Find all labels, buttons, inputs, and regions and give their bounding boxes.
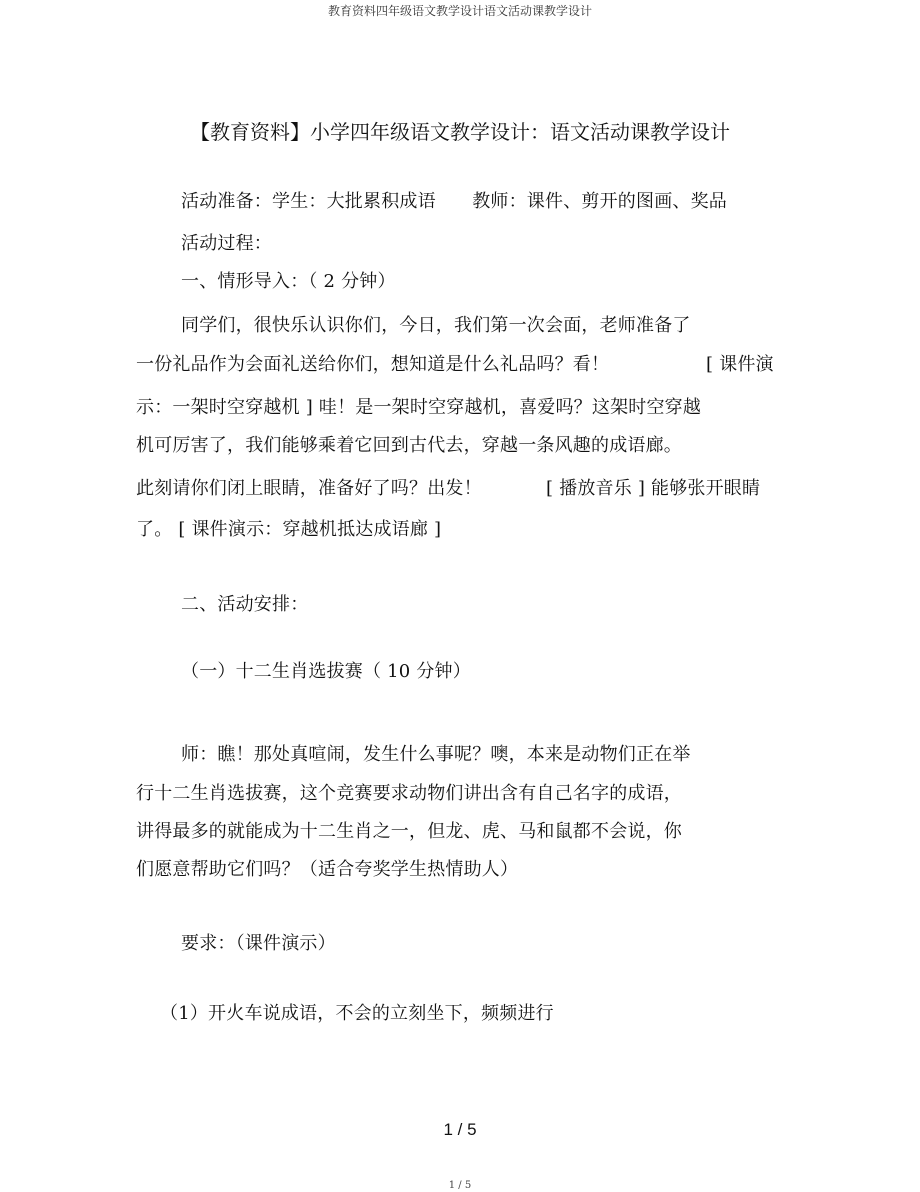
section-1-heading: 一、情形导入：（ 2 分钟）: [181, 271, 396, 292]
paragraph-line: [ 课件演: [706, 354, 774, 375]
paragraph-line: 此刻请你们闭上眼睛，准备好了吗？出发！: [136, 478, 482, 499]
footer-page-number: 1 / 5: [448, 1180, 472, 1191]
paragraph-line: 机可厉害了，我们能够乘着它回到古代去，穿越一条风趣的成语廊。: [136, 435, 682, 456]
paragraph-line: 一份礼品作为会面礼送给你们，想知道是什么礼品吗？看！: [136, 354, 610, 375]
requirement-item: （1）开火车说成语，不会的立刻坐下，频频进行: [160, 1003, 554, 1024]
paragraph-line: 讲得最多的就能成为十二生肖之一，但龙、虎、马和鼠都不会说，你: [136, 821, 682, 842]
page-number: 1 / 5: [443, 1120, 477, 1139]
running-header: 教育资料四年级语文教学设计语文活动课教学设计: [327, 4, 592, 18]
paragraph-line: 行十二生肖选拔赛，这个竞赛要求动物们讲出含有自己名字的成语，: [136, 783, 682, 804]
paragraph-line: 示：一架时空穿越机 ] 哇！是一架时空穿越机，喜爱吗？这架时空穿越: [136, 397, 702, 418]
paragraph-line: 了。 [ 课件演示：穿越机抵达成语廊 ]: [136, 519, 442, 540]
document-title: 【教育资料】小学四年级语文教学设计：语文活动课教学设计: [190, 120, 730, 144]
paragraph-line: [ 播放音乐 ] 能够张开眼睛: [546, 478, 761, 499]
requirements-label: 要求：（课件演示）: [181, 933, 336, 954]
activity-preparation: 活动准备：学生：大批累积成语 教师：课件、剪开的图画、奖品: [181, 191, 727, 212]
activity-process-label: 活动过程：: [181, 233, 272, 254]
paragraph-line: 师：瞧！那处真喧闹，发生什么事呢？噢，本来是动物们正在举: [181, 744, 691, 765]
subsection-heading: （一）十二生肖选拔赛（ 10 分钟）: [181, 661, 471, 682]
section-2-heading: 二、活动安排：: [181, 594, 309, 615]
paragraph-line: 们愿意帮助它们吗？（适合夸奖学生热情助人）: [136, 859, 519, 880]
paragraph-line: 同学们，很快乐认识你们，今日，我们第一次会面，老师准备了: [181, 315, 691, 336]
